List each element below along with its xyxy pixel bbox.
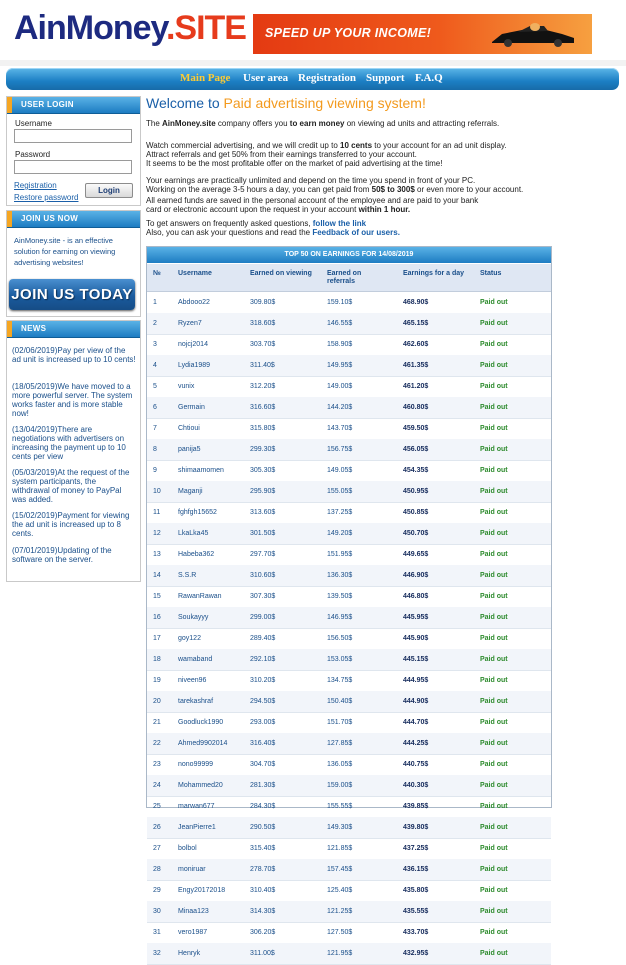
row-earned-referrals: 149.20$ bbox=[327, 530, 353, 537]
nav-main-page[interactable]: Main Page bbox=[180, 72, 231, 84]
row-username: wamaband bbox=[178, 656, 213, 663]
row-number: 29 bbox=[153, 887, 161, 894]
row-status: Paid out bbox=[480, 425, 508, 432]
row-earnings-day: 461.35$ bbox=[403, 362, 429, 369]
row-username: Mohammed20 bbox=[178, 782, 223, 789]
row-earned-referrals: 149.05$ bbox=[327, 467, 353, 474]
row-username: Goodluck1990 bbox=[178, 719, 224, 726]
news-item: (05/03/2019)At the request of the system participants, the withdrawal of money to PayPal was added. bbox=[12, 468, 130, 504]
row-number: 13 bbox=[153, 551, 161, 558]
row-username: vunix bbox=[178, 383, 195, 390]
col-number: № bbox=[153, 270, 161, 277]
row-number: 11 bbox=[153, 509, 161, 516]
row-earnings-day: 436.15$ bbox=[403, 866, 429, 873]
news-item: (02/06/2019)Pay per view of the ad unit is increased up to 10 cents! bbox=[12, 346, 136, 364]
row-earned-referrals: 149.95$ bbox=[327, 362, 353, 369]
row-earnings-day: 459.50$ bbox=[403, 425, 429, 432]
row-status: Paid out bbox=[480, 929, 508, 936]
news-item: (15/02/2019)Payment for viewing the ad unit is increased up to 8 cents. bbox=[12, 511, 130, 538]
row-number: 27 bbox=[153, 845, 161, 852]
row-status: Paid out bbox=[480, 719, 508, 726]
intro-text: The AinMoney.site company offers you to earn money on viewing ad units and attracting referrals. bbox=[146, 119, 500, 128]
row-username: Henryk bbox=[178, 950, 201, 957]
row-status: Paid out bbox=[480, 887, 508, 894]
row-earned-viewing: 301.50$ bbox=[250, 530, 276, 537]
working-text: Working on the average 3-5 hours a day, you can get paid from 50$ to 300$ or even more to your account. bbox=[146, 185, 524, 194]
row-earned-viewing: 289.40$ bbox=[250, 635, 276, 642]
table-row bbox=[147, 796, 551, 818]
join-button-label: JOIN US TODAY bbox=[11, 286, 133, 303]
table-row bbox=[147, 859, 551, 881]
row-number: 4 bbox=[153, 362, 157, 369]
news-item: (07/01/2019)Updating of the software on the server. bbox=[12, 546, 112, 564]
table-row bbox=[147, 649, 551, 671]
row-earned-viewing: 318.60$ bbox=[250, 320, 276, 327]
row-number: 20 bbox=[153, 698, 161, 705]
row-earned-referrals: 146.55$ bbox=[327, 320, 353, 327]
table-row bbox=[147, 439, 551, 461]
row-earned-viewing: 314.30$ bbox=[250, 908, 276, 915]
row-earnings-day: 465.15$ bbox=[403, 320, 429, 327]
username-input[interactable] bbox=[14, 129, 132, 143]
table-row bbox=[147, 817, 551, 839]
row-username: Soukayyy bbox=[178, 614, 209, 621]
row-earned-viewing: 295.90$ bbox=[250, 488, 276, 495]
row-status: Paid out bbox=[480, 824, 508, 831]
row-earned-referrals: 159.00$ bbox=[327, 782, 353, 789]
row-username: tarekashraf bbox=[178, 698, 214, 705]
row-earned-viewing: 315.40$ bbox=[250, 845, 276, 852]
row-earned-referrals: 136.05$ bbox=[327, 761, 353, 768]
row-earned-referrals: 153.05$ bbox=[327, 656, 353, 663]
row-earnings-day: 462.60$ bbox=[403, 341, 429, 348]
table-row bbox=[147, 586, 551, 608]
row-earnings-day: 444.90$ bbox=[403, 698, 429, 705]
registration-link[interactable]: Registration bbox=[14, 181, 57, 190]
news-title: NEWS bbox=[21, 324, 47, 333]
row-username: Engy20172018 bbox=[178, 887, 226, 894]
table-row bbox=[147, 544, 551, 566]
row-status: Paid out bbox=[480, 761, 508, 768]
row-username: nojcj2014 bbox=[178, 341, 208, 348]
login-box bbox=[6, 96, 141, 206]
row-earned-referrals: 137.25$ bbox=[327, 509, 353, 516]
row-earned-referrals: 149.00$ bbox=[327, 383, 353, 390]
referral-text: Attract referrals and get 50% from their earnings transferred to your account. bbox=[146, 150, 417, 159]
row-number: 12 bbox=[153, 530, 161, 537]
login-button[interactable]: Login bbox=[85, 183, 133, 198]
row-earned-viewing: 306.20$ bbox=[250, 929, 276, 936]
row-earned-referrals: 121.95$ bbox=[327, 950, 353, 957]
join-description: AinMoney.site - is an effective solution for earning on viewing advertising websites! bbox=[14, 236, 116, 267]
row-earned-referrals: 127.85$ bbox=[327, 740, 353, 747]
table-row bbox=[147, 523, 551, 545]
row-earned-viewing: 284.30$ bbox=[250, 803, 276, 810]
table-row bbox=[147, 775, 551, 797]
row-status: Paid out bbox=[480, 446, 508, 453]
row-earned-referrals: 155.55$ bbox=[327, 803, 353, 810]
row-earned-referrals: 151.95$ bbox=[327, 551, 353, 558]
row-number: 32 bbox=[153, 950, 161, 957]
banner-text: SPEED UP YOUR INCOME! bbox=[265, 26, 432, 40]
nav-support[interactable]: Support bbox=[366, 72, 405, 84]
row-status: Paid out bbox=[480, 509, 508, 516]
row-status: Paid out bbox=[480, 635, 508, 642]
row-username: Maganji bbox=[178, 488, 203, 495]
row-earned-referrals: 158.90$ bbox=[327, 341, 353, 348]
row-status: Paid out bbox=[480, 950, 508, 957]
row-earnings-day: 461.20$ bbox=[403, 383, 429, 390]
table-row bbox=[147, 733, 551, 755]
row-number: 31 bbox=[153, 929, 161, 936]
row-earned-referrals: 144.20$ bbox=[327, 404, 353, 411]
row-earnings-day: 450.85$ bbox=[403, 509, 429, 516]
car-icon bbox=[488, 22, 578, 48]
row-username: marwan677 bbox=[178, 803, 215, 810]
row-number: 28 bbox=[153, 866, 161, 873]
row-username: LkaLka45 bbox=[178, 530, 209, 537]
table-row bbox=[147, 418, 551, 440]
row-status: Paid out bbox=[480, 572, 508, 579]
page-title: Welcome to Paid advertising viewing system! bbox=[146, 95, 426, 111]
col-earnings-day: Earnings for a day bbox=[403, 270, 465, 277]
row-earned-referrals: 143.70$ bbox=[327, 425, 353, 432]
row-earned-viewing: 294.50$ bbox=[250, 698, 276, 705]
table-title: TOP 50 ON EARNINGS FOR 14/08/2019 bbox=[147, 247, 551, 263]
row-number: 14 bbox=[153, 572, 161, 579]
table-row bbox=[147, 334, 551, 356]
row-earned-viewing: 313.60$ bbox=[250, 509, 276, 516]
row-earned-viewing: 312.20$ bbox=[250, 383, 276, 390]
row-earnings-day: 445.95$ bbox=[403, 614, 429, 621]
table-row bbox=[147, 712, 551, 734]
row-earnings-day: 456.05$ bbox=[403, 446, 429, 453]
row-status: Paid out bbox=[480, 488, 508, 495]
row-earnings-day: 432.95$ bbox=[403, 950, 429, 957]
row-earned-viewing: 299.30$ bbox=[250, 446, 276, 453]
join-us-today-button[interactable] bbox=[9, 279, 135, 310]
row-status: Paid out bbox=[480, 656, 508, 663]
row-earned-referrals: 155.05$ bbox=[327, 488, 353, 495]
table-row bbox=[147, 880, 551, 902]
row-earned-viewing: 281.30$ bbox=[250, 782, 276, 789]
nav-faq[interactable]: F.A.Q bbox=[415, 72, 443, 84]
logo-text: AinMoney.SITE bbox=[14, 9, 246, 47]
row-number: 22 bbox=[153, 740, 161, 747]
row-earned-referrals: 149.30$ bbox=[327, 824, 353, 831]
row-number: 30 bbox=[153, 908, 161, 915]
row-number: 2 bbox=[153, 320, 157, 327]
row-status: Paid out bbox=[480, 677, 508, 684]
row-username: vero1987 bbox=[178, 929, 208, 936]
row-earned-viewing: 310.60$ bbox=[250, 572, 276, 579]
table-row bbox=[147, 838, 551, 860]
header-divider bbox=[0, 60, 626, 66]
row-username: bolbol bbox=[178, 845, 197, 852]
table-row bbox=[147, 565, 551, 587]
row-earnings-day: 437.25$ bbox=[403, 845, 429, 852]
row-number: 26 bbox=[153, 824, 161, 831]
row-username: JeanPierre1 bbox=[178, 824, 216, 831]
row-earned-referrals: 159.10$ bbox=[327, 299, 353, 306]
row-status: Paid out bbox=[480, 320, 508, 327]
row-number: 3 bbox=[153, 341, 157, 348]
row-username: panija5 bbox=[178, 446, 201, 453]
row-number: 6 bbox=[153, 404, 157, 411]
join-box bbox=[6, 210, 141, 317]
table-row bbox=[147, 943, 551, 965]
row-username: Abdooo22 bbox=[178, 299, 210, 306]
row-earnings-day: 439.80$ bbox=[403, 824, 429, 831]
row-earned-viewing: 316.60$ bbox=[250, 404, 276, 411]
news-box bbox=[6, 320, 141, 582]
col-earned-referrals: Earned on referrals bbox=[327, 270, 362, 285]
row-status: Paid out bbox=[480, 362, 508, 369]
row-username: Ahmed9902014 bbox=[178, 740, 228, 747]
row-username: Germain bbox=[178, 404, 205, 411]
password-input[interactable] bbox=[14, 160, 132, 174]
row-earnings-day: 439.85$ bbox=[403, 803, 429, 810]
row-status: Paid out bbox=[480, 299, 508, 306]
col-username: Username bbox=[178, 270, 212, 277]
row-earnings-day: 440.30$ bbox=[403, 782, 429, 789]
row-status: Paid out bbox=[480, 908, 508, 915]
row-earned-referrals: 150.40$ bbox=[327, 698, 353, 705]
row-number: 9 bbox=[153, 467, 157, 474]
table-row bbox=[147, 691, 551, 713]
row-status: Paid out bbox=[480, 782, 508, 789]
table-row bbox=[147, 313, 551, 335]
nav-user-area[interactable]: User area bbox=[243, 72, 289, 84]
table-row bbox=[147, 397, 551, 419]
row-username: fghfgh15652 bbox=[178, 509, 217, 516]
row-earned-referrals: 156.50$ bbox=[327, 635, 353, 642]
promo-banner[interactable] bbox=[253, 14, 592, 54]
row-status: Paid out bbox=[480, 383, 508, 390]
row-earnings-day: 444.95$ bbox=[403, 677, 429, 684]
row-earnings-day: 450.70$ bbox=[403, 530, 429, 537]
row-earned-viewing: 297.70$ bbox=[250, 551, 276, 558]
row-earned-referrals: 136.30$ bbox=[327, 572, 353, 579]
news-header bbox=[7, 321, 140, 338]
col-earned-viewing: Earned on viewing bbox=[250, 270, 312, 277]
row-number: 24 bbox=[153, 782, 161, 789]
row-earnings-day: 435.55$ bbox=[403, 908, 429, 915]
table-row bbox=[147, 754, 551, 776]
row-earned-viewing: 310.20$ bbox=[250, 677, 276, 684]
row-earned-viewing: 305.30$ bbox=[250, 467, 276, 474]
row-number: 21 bbox=[153, 719, 161, 726]
table-row bbox=[147, 460, 551, 482]
row-number: 19 bbox=[153, 677, 161, 684]
credit-text: Watch commercial advertising, and we will credit up to 10 cents to your account for an ad unit display. bbox=[146, 141, 507, 150]
main-nav bbox=[6, 68, 619, 90]
row-earnings-day: 445.15$ bbox=[403, 656, 429, 663]
row-earned-referrals: 127.50$ bbox=[327, 929, 353, 936]
row-earnings-day: 449.65$ bbox=[403, 551, 429, 558]
row-earnings-day: 444.25$ bbox=[403, 740, 429, 747]
row-number: 8 bbox=[153, 446, 157, 453]
row-earned-viewing: 311.00$ bbox=[250, 950, 275, 957]
row-status: Paid out bbox=[480, 530, 508, 537]
payout-text: card or electronic account upon the request in your account within 1 hour. bbox=[146, 205, 411, 214]
row-number: 7 bbox=[153, 425, 157, 432]
row-earned-viewing: 292.10$ bbox=[250, 656, 276, 663]
row-earned-referrals: 139.50$ bbox=[327, 593, 353, 600]
table-row bbox=[147, 292, 551, 314]
row-earned-referrals: 134.75$ bbox=[327, 677, 353, 684]
site-logo[interactable] bbox=[14, 10, 246, 46]
row-status: Paid out bbox=[480, 866, 508, 873]
feedback-link[interactable]: Feedback of our users. bbox=[312, 228, 400, 237]
row-earned-referrals: 157.45$ bbox=[327, 866, 353, 873]
row-earned-viewing: 303.70$ bbox=[250, 341, 276, 348]
table-row bbox=[147, 502, 551, 524]
login-header bbox=[7, 97, 140, 114]
row-earnings-day: 450.95$ bbox=[403, 488, 429, 495]
earnings-text: Your earnings are practically unlimited and depend on the time you spend in front of your PC. bbox=[146, 176, 476, 185]
row-username: niveen96 bbox=[178, 677, 207, 684]
row-username: nono99999 bbox=[178, 761, 214, 768]
join-header bbox=[7, 211, 140, 228]
row-number: 16 bbox=[153, 614, 161, 621]
row-status: Paid out bbox=[480, 467, 508, 474]
row-username: Habeba362 bbox=[178, 551, 215, 558]
funds-text: All earned funds are saved in the personal account of the employee and are paid to your bank bbox=[146, 196, 479, 205]
row-earned-viewing: 309.80$ bbox=[250, 299, 276, 306]
row-status: Paid out bbox=[480, 740, 508, 747]
row-number: 25 bbox=[153, 803, 161, 810]
row-status: Paid out bbox=[480, 845, 508, 852]
nav-registration[interactable]: Registration bbox=[298, 72, 357, 84]
restore-password-link[interactable]: Restore password bbox=[14, 193, 79, 202]
row-username: Ryzen7 bbox=[178, 320, 202, 327]
faq-link[interactable]: follow the link bbox=[312, 219, 367, 228]
table-row bbox=[147, 376, 551, 398]
offer-text: It seems to be the most profitable offer on the market of paid advertising at the time! bbox=[146, 159, 443, 168]
table-header-row bbox=[147, 264, 551, 292]
row-number: 15 bbox=[153, 593, 161, 600]
row-username: Lydia1989 bbox=[178, 362, 211, 369]
row-earned-viewing: 315.80$ bbox=[250, 425, 276, 432]
news-item: (18/05/2019)We have moved to a more powerful server. The system works faster and is more stable now! bbox=[12, 382, 133, 418]
feedback-text: Also, you can ask your questions and read the Feedback of our users. bbox=[146, 228, 400, 237]
row-status: Paid out bbox=[480, 614, 508, 621]
row-earned-viewing: 299.00$ bbox=[250, 614, 276, 621]
row-earned-viewing: 290.50$ bbox=[250, 824, 276, 831]
row-earnings-day: 435.80$ bbox=[403, 887, 429, 894]
join-title: JOIN US NOW bbox=[21, 214, 79, 223]
row-earned-referrals: 156.75$ bbox=[327, 446, 353, 453]
row-number: 1 bbox=[153, 299, 157, 306]
row-username: S.S.R bbox=[178, 572, 197, 579]
row-username: RawanRawan bbox=[178, 593, 222, 600]
news-item: (13/04/2019)There are negotiations with advertisers on increasing the payment up to 10 cents per view bbox=[12, 425, 126, 461]
row-earnings-day: 468.90$ bbox=[403, 299, 429, 306]
row-status: Paid out bbox=[480, 593, 508, 600]
row-earnings-day: 444.70$ bbox=[403, 719, 429, 726]
row-number: 18 bbox=[153, 656, 161, 663]
row-earnings-day: 454.35$ bbox=[403, 467, 429, 474]
row-status: Paid out bbox=[480, 551, 508, 558]
row-earnings-day: 445.90$ bbox=[403, 635, 429, 642]
row-number: 10 bbox=[153, 488, 161, 495]
row-status: Paid out bbox=[480, 404, 508, 411]
table-row bbox=[147, 628, 551, 650]
row-earned-viewing: 310.40$ bbox=[250, 887, 276, 894]
row-earned-referrals: 125.40$ bbox=[327, 887, 353, 894]
row-earned-referrals: 146.95$ bbox=[327, 614, 353, 621]
col-status: Status bbox=[480, 270, 502, 277]
faq-text: To get answers on frequently asked questions, follow the link bbox=[146, 219, 367, 228]
row-earned-viewing: 316.40$ bbox=[250, 740, 276, 747]
row-earnings-day: 433.70$ bbox=[403, 929, 429, 936]
row-earned-viewing: 304.70$ bbox=[250, 761, 276, 768]
row-earnings-day: 446.80$ bbox=[403, 593, 429, 600]
table-row bbox=[147, 901, 551, 923]
table-row bbox=[147, 607, 551, 629]
password-label: Password bbox=[15, 150, 51, 159]
row-earned-referrals: 121.25$ bbox=[327, 908, 353, 915]
row-username: Chtioui bbox=[178, 425, 200, 432]
login-title: USER LOGIN bbox=[21, 100, 74, 109]
username-label: Username bbox=[15, 119, 52, 128]
row-earnings-day: 440.75$ bbox=[403, 761, 429, 768]
row-number: 17 bbox=[153, 635, 161, 642]
row-status: Paid out bbox=[480, 341, 508, 348]
table-row bbox=[147, 922, 551, 944]
row-username: goy122 bbox=[178, 635, 201, 642]
row-username: Minaa123 bbox=[178, 908, 209, 915]
row-number: 23 bbox=[153, 761, 161, 768]
row-username: moniruar bbox=[178, 866, 206, 873]
row-earned-referrals: 121.85$ bbox=[327, 845, 353, 852]
row-status: Paid out bbox=[480, 698, 508, 705]
row-earned-viewing: 311.40$ bbox=[250, 362, 275, 369]
table-row bbox=[147, 481, 551, 503]
table-row bbox=[147, 355, 551, 377]
row-earnings-day: 446.90$ bbox=[403, 572, 429, 579]
table-row bbox=[147, 670, 551, 692]
row-status: Paid out bbox=[480, 803, 508, 810]
row-earned-viewing: 307.30$ bbox=[250, 593, 276, 600]
row-number: 5 bbox=[153, 383, 157, 390]
row-earned-viewing: 278.70$ bbox=[250, 866, 276, 873]
earnings-table bbox=[146, 246, 552, 957]
row-username: shimaamomen bbox=[178, 467, 224, 474]
row-earnings-day: 460.80$ bbox=[403, 404, 429, 411]
row-earned-referrals: 151.70$ bbox=[327, 719, 353, 726]
row-earned-viewing: 293.00$ bbox=[250, 719, 276, 726]
